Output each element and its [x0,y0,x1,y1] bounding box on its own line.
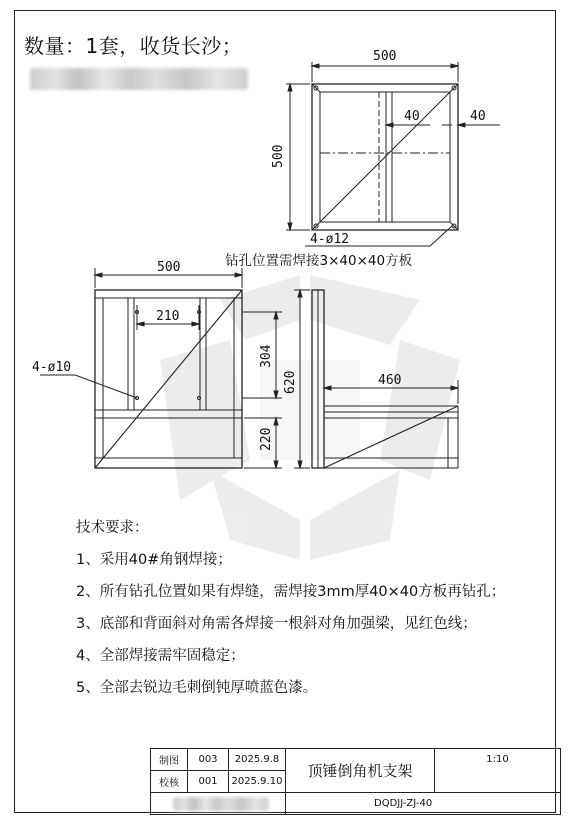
top-hole-label: 4-ø12 [310,232,350,247]
drawn-by-number: 003 [188,749,229,771]
drawing-number: DQDJJ-ZJ-40 [286,793,561,815]
drawn-date: 2025.9.8 [229,749,286,771]
top-view [286,62,500,246]
requirements-heading: 技术要求： [76,520,149,536]
requirement-item-1: 1、采用40#角钢焊接； [76,552,232,568]
front-hole-label: 4-ø10 [32,360,72,375]
drawing-scale: 1:10 [435,749,561,793]
part-name: 顶锤倒角机支架 [286,749,435,793]
requirement-item-2: 2、所有钻孔位置如果有焊缝，需焊接3mm厚40×40方板再钻孔； [76,584,506,600]
front-total-height-label: 620 [283,370,298,394]
checked-by-label: 校核 [151,771,188,793]
requirement-item-3: 3、底部和背面斜对角需各焊接一根斜对角加强梁，见红色线； [76,616,477,632]
checked-date: 2025.9.10 [229,771,286,793]
requirement-item-5: 5、全部去锐边毛刺倒钝厚喷蓝色漆。 [76,680,318,696]
top-width-label: 500 [373,49,397,64]
top-hole-note: 钻孔位置需焊接3×40×40方板 [225,253,413,269]
front-lower-height-label: 220 [259,427,274,451]
redacted-company-cell [151,793,286,815]
front-hole-spacing-label: 210 [156,309,180,324]
redacted-text-2 [173,797,269,811]
side-depth-label: 460 [378,373,402,388]
front-width-label: 500 [157,260,181,275]
top-offset-label-2: 40 [470,109,486,124]
quantity-line: 数量：1套，收货长沙； [24,34,243,58]
requirement-item-4: 4、全部焊接需牢固稳定； [76,648,245,664]
front-upper-height-label: 304 [259,344,274,368]
drawn-by-label: 制图 [151,749,188,771]
title-block [150,748,561,815]
checked-by-number: 001 [188,771,229,793]
top-offset-label-1: 40 [404,109,420,124]
top-height-label: 500 [271,144,286,168]
